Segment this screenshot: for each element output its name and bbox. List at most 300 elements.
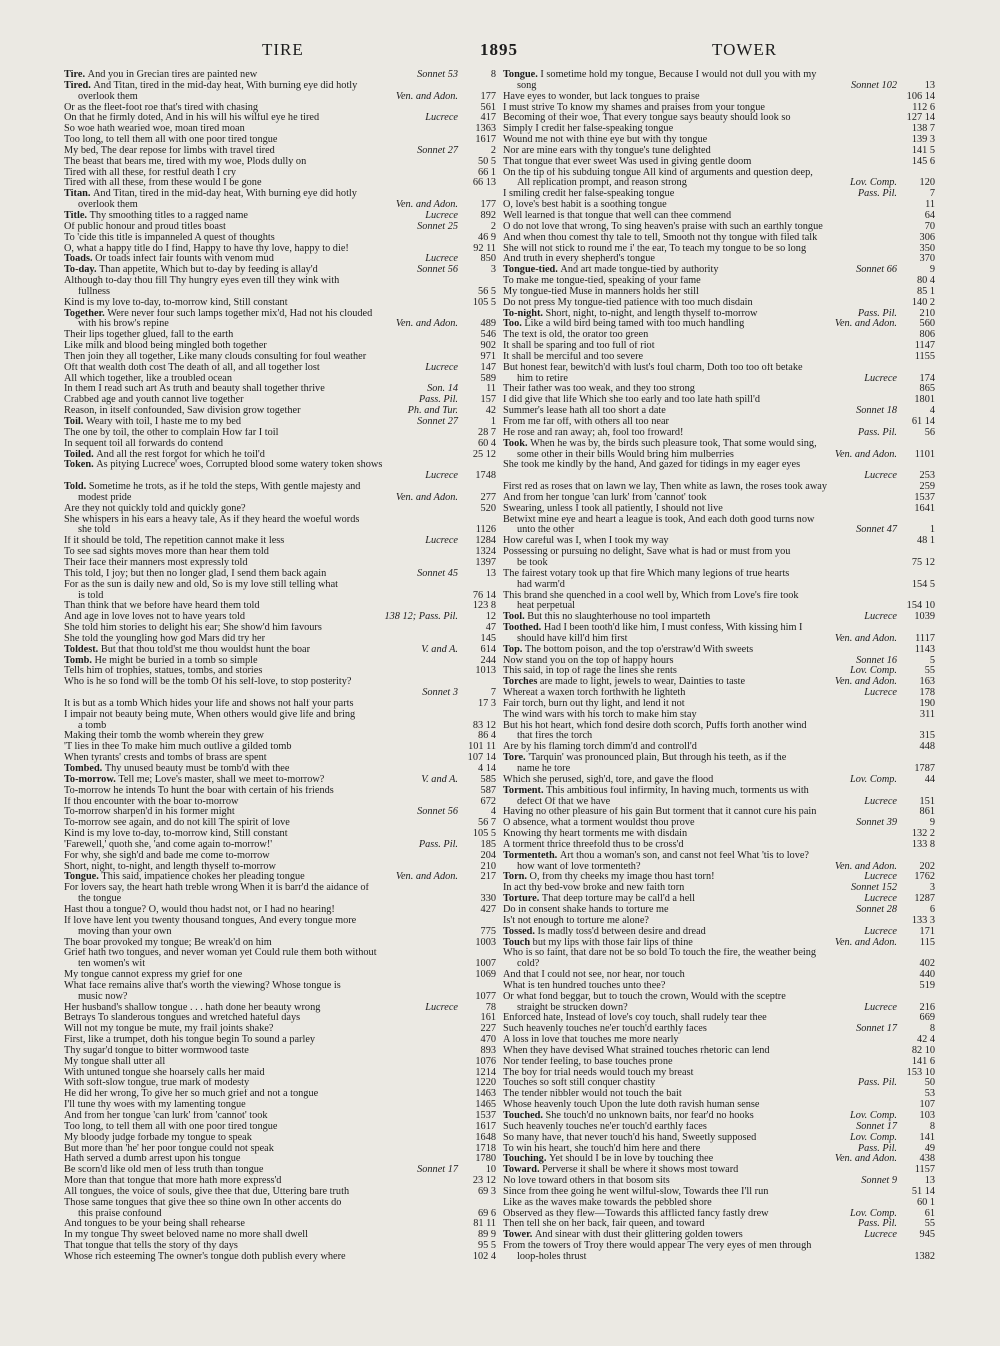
- quotation-text: Tired with all these, from these would I be gone: [64, 178, 262, 189]
- quotation-line: [64, 645, 496, 656]
- quotation-line: [64, 938, 496, 949]
- concordance-entry: [64, 450, 496, 461]
- quotation-line: [64, 113, 496, 124]
- quotation-line: [503, 731, 935, 742]
- quotation-line: [503, 525, 935, 536]
- quotation-line: [64, 222, 496, 233]
- quotation-line: [503, 504, 935, 515]
- source-work: Lucrece: [861, 1230, 897, 1241]
- quotation-line: [64, 1187, 496, 1198]
- header-last-word: TOWER: [712, 40, 778, 59]
- line-reference: 277: [480, 492, 496, 503]
- line-reference: 1284: [475, 536, 496, 547]
- quotation-text: Will not my tongue be mute, my frail joints shake?: [64, 1024, 274, 1035]
- source-work: Sonnet 17: [414, 1165, 458, 1176]
- quotation-text: Thy sugar'd tongue to bitter wormwood taste: [64, 1045, 249, 1056]
- quotation-text: To-morrow see again, and do not kill The spirit of love: [64, 818, 290, 829]
- quotation-text: This ambitious foul infirmity, In having much, torments us with: [546, 785, 809, 796]
- line-reference: 1718: [475, 1143, 496, 1154]
- headword: Tore.: [503, 753, 529, 764]
- line-reference: 1463: [475, 1089, 496, 1100]
- quotation-text: is told: [78, 590, 104, 601]
- source-work: Ven. and Adon.: [832, 677, 897, 688]
- quotation-line: [503, 417, 935, 428]
- quotation-text: Such heavenly touches ne'er touch'd earthly faces: [503, 1024, 707, 1035]
- quotation-text: are made to light, jewels to wear, Dainties to taste: [539, 677, 746, 688]
- line-reference: 141: [919, 1132, 935, 1143]
- quotation-line: [64, 1035, 496, 1046]
- quotation-text: moving than your own: [78, 926, 172, 937]
- quotation-text: Than think that we before have heard them told: [64, 601, 260, 612]
- line-reference: 775: [480, 926, 496, 937]
- line-reference: 311: [919, 709, 935, 720]
- quotation-text: Whose heavenly touch Upon the lute doth ravish human sense: [503, 1100, 760, 1111]
- line-reference: 60 1: [916, 1197, 935, 1208]
- quotation-text: Weary with toil, I haste me to my bed: [85, 417, 241, 427]
- quotation-line: [64, 471, 496, 482]
- quotation-line: [64, 1122, 496, 1133]
- quotation-line: [64, 591, 496, 602]
- source-work: Lucrece: [861, 374, 897, 385]
- quotation-text: For lovers say, the heart hath treble wrong When it is barr'd the aidance of: [64, 883, 369, 894]
- quotation-line: [503, 352, 935, 363]
- quotation-line: [503, 1241, 935, 1252]
- quotation-line: [503, 1089, 935, 1100]
- line-reference: 9: [929, 265, 935, 276]
- quotation-line: [503, 309, 935, 320]
- line-reference: 120: [919, 178, 935, 189]
- quotation-text: Perverse it shall be where it shows most toward: [542, 1165, 739, 1176]
- source-work: Sonnet 9: [858, 1176, 897, 1187]
- line-reference: 945: [919, 1230, 935, 1241]
- quotation-text: Summer's lease hath all too short a date: [503, 406, 666, 417]
- source-work: Pass. Pil.: [855, 1144, 897, 1155]
- quotation-text: Like as the waves make towards the pebbled shore: [503, 1197, 712, 1208]
- source-work: Sonnet 18: [853, 406, 897, 417]
- quotation-text: All tongues, the voice of souls, give thee that due, Uttering bare truth: [64, 1186, 350, 1197]
- quotation-line: [64, 916, 496, 927]
- source-work: Ven. and Adon.: [393, 493, 458, 504]
- line-reference: 95 5: [477, 1241, 496, 1252]
- quotation-line: [503, 319, 935, 330]
- concordance-entry: [503, 1165, 935, 1230]
- line-reference: 893: [480, 1045, 496, 1056]
- quotation-text: be took: [517, 557, 548, 568]
- quotation-text: That deep torture may be call'd a hell: [541, 894, 696, 905]
- quotation-line: [503, 1176, 935, 1187]
- line-reference: 51 14: [911, 1186, 935, 1197]
- line-reference: 315: [919, 731, 935, 742]
- source-work: Pass. Pil.: [855, 428, 897, 439]
- quotation-text: But that thou told'st me thou wouldst hunt the boar: [100, 644, 311, 655]
- quotation-line: [64, 666, 496, 677]
- source-work: Lucrece: [861, 872, 897, 883]
- quotation-text: In my tongue Thy sweet beloved name no more shall dwell: [64, 1230, 309, 1241]
- quotation-line: [64, 525, 496, 536]
- quotation-text: Had I been tooth'd like him, I must confess, With kissing him I: [543, 623, 803, 634]
- quotation-text: My tongue shall utter all: [64, 1056, 166, 1067]
- line-reference: 892: [480, 210, 496, 221]
- quotation-line: [64, 840, 496, 851]
- line-reference: 140 2: [911, 297, 935, 308]
- quotation-line: [64, 103, 496, 114]
- concordance-entry: [64, 254, 496, 265]
- concordance-entry: [503, 894, 935, 927]
- quotation-line: [503, 1068, 935, 1079]
- quotation-text: And when thou comest thy tale to tell, Smooth not thy tongue with filed talk: [503, 232, 818, 243]
- headword: Torches: [503, 677, 540, 688]
- quotation-line: [64, 254, 496, 265]
- line-reference: 177: [480, 200, 496, 211]
- source-work: Lov. Comp.: [847, 775, 897, 786]
- quotation-line: [64, 677, 496, 688]
- concordance-entry: [503, 439, 935, 613]
- quotation-line: [503, 428, 935, 439]
- quotation-line: [64, 862, 496, 873]
- quotation-text: the tongue: [78, 894, 122, 905]
- source-work: Lucrece: [861, 797, 897, 808]
- quotation-line: [503, 515, 935, 526]
- concordance-entry: [64, 775, 496, 873]
- line-reference: 115: [919, 937, 935, 948]
- quotation-text: It shall be merciful and too severe: [503, 351, 644, 362]
- quotation-text: I'll tune thy woes with my lamenting tongue: [64, 1100, 246, 1111]
- concordance-entry: [503, 1111, 935, 1154]
- quotation-line: [64, 656, 496, 667]
- quotation-line: [503, 992, 935, 1003]
- line-reference: 1039: [914, 612, 935, 623]
- quotation-text: Short, night, to-night, and length thyself to-morrow: [64, 861, 276, 872]
- quotation-text: A loss in love that touches me more nearly: [503, 1035, 679, 1046]
- source-work: Pass. Pil.: [855, 1078, 897, 1089]
- quotation-text: O do not love that wrong, To sing heaven's praise with such an earthly tongue: [503, 221, 823, 232]
- quotation-text: Who is so faint, that dare not be so bold To touch the fire, the weather being: [503, 948, 817, 959]
- source-work: Lov. Comp.: [847, 178, 897, 189]
- source-work: Sonnet 28: [853, 905, 897, 916]
- quotation-line: [64, 905, 496, 916]
- quotation-line: [64, 515, 496, 526]
- quotation-line: [64, 569, 496, 580]
- source-work: V. and A.: [418, 645, 458, 656]
- quotation-text: She told him stories to delight his ear; She show'd him favours: [64, 623, 322, 634]
- quotation-line: [64, 1078, 496, 1089]
- quotation-text: But this no slaughterhouse no tool imparteth: [527, 612, 711, 623]
- headword: Tire.: [64, 70, 88, 80]
- quotation-line: [64, 883, 496, 894]
- quotation-text: Touches so soft still conquer chastity: [503, 1078, 656, 1089]
- quotation-line: [64, 959, 496, 970]
- quotation-text: Grief hath two tongues, and never woman yet Could rule them both without: [64, 948, 377, 959]
- line-reference: 1617: [475, 135, 496, 146]
- source-work: Lucrece: [861, 894, 897, 905]
- source-work: Lov. Comp.: [847, 666, 897, 677]
- quotation-line: [64, 319, 496, 330]
- line-reference: 1214: [475, 1067, 496, 1078]
- quotation-text: The boar provoked my tongue; Be wreak'd on him: [64, 937, 272, 948]
- quotation-text: First, like a trumpet, doth his tongue begin To sound a parley: [64, 1035, 316, 1046]
- line-reference: 4: [490, 807, 496, 818]
- source-work: Lucrece: [861, 471, 897, 482]
- quotation-text: And from her tongue 'can lurk' from 'cannot' took: [503, 492, 707, 503]
- quotation-text: That tongue that ever sweet Was used in giving gentle doom: [503, 156, 752, 167]
- line-reference: 2: [490, 221, 496, 232]
- headword: Tossed.: [503, 926, 538, 937]
- quotation-text: Since from thee going he went wilful-slow, Towards thee I'll run: [503, 1186, 769, 1197]
- quotation-line: [64, 168, 496, 179]
- quotation-line: [503, 178, 935, 189]
- source-work: Sonnet 16: [853, 656, 897, 667]
- line-reference: 253: [919, 471, 935, 482]
- quotation-line: [64, 699, 496, 710]
- line-reference: 204: [480, 850, 496, 861]
- headword: Token.: [64, 460, 97, 471]
- quotation-line: [64, 786, 496, 797]
- headword: Tongue.: [64, 872, 102, 883]
- source-work: Ven. and Adon.: [832, 1154, 897, 1165]
- line-reference: 42 4: [916, 1035, 935, 1046]
- quotation-line: [64, 81, 496, 92]
- quotation-line: [503, 818, 935, 829]
- line-reference: 12: [485, 612, 496, 623]
- quotation-line: [503, 601, 935, 612]
- line-reference: 1648: [475, 1132, 496, 1143]
- source-work: Sonnet 53: [414, 70, 458, 81]
- line-reference: 178: [919, 688, 935, 699]
- line-reference: 105 5: [472, 829, 496, 840]
- quotation-text: modest pride: [78, 492, 132, 503]
- quotation-text: Too long, to tell them all with one poor tired tongue: [64, 135, 278, 146]
- quotation-text: Nor tender feeling, to base touches prone: [503, 1056, 673, 1067]
- quotation-text: Kind is my love to-day, to-morrow kind, Still constant: [64, 297, 288, 308]
- quotation-text: If love have lent you twenty thousand tongues, And every tongue more: [64, 915, 357, 926]
- line-reference: 672: [480, 796, 496, 807]
- quotation-line: [64, 764, 496, 775]
- headword: Torment.: [503, 785, 547, 796]
- quotation-text: Do not press My tongue-tied patience with too much disdain: [503, 297, 753, 308]
- quotation-line: [503, 384, 935, 395]
- quotation-line: [64, 330, 496, 341]
- quotation-text: Such heavenly touches ne'er touch'd earthly faces: [503, 1121, 707, 1132]
- line-reference: 174: [919, 373, 935, 384]
- line-reference: 587: [480, 785, 496, 796]
- quotation-text: Fair torch, burn out thy light, and lend it not: [503, 698, 685, 709]
- line-reference: 133 8: [911, 839, 935, 850]
- quotation-line: [503, 200, 935, 211]
- source-work: Sonnet 17: [853, 1122, 897, 1133]
- line-reference: 865: [919, 384, 935, 395]
- quotation-line: [64, 634, 496, 645]
- quotation-text: Their face their manners most expressly told: [64, 557, 248, 568]
- quotation-line: [64, 753, 496, 764]
- quotation-text: She touch'd no unknown baits, nor fear'd no hooks: [545, 1111, 754, 1121]
- quotation-text: From me far off, with others all too near: [503, 417, 669, 427]
- line-reference: 55: [924, 666, 935, 677]
- quotation-line: [64, 623, 496, 634]
- quotation-text: Than appetite, Which but to-day by feeding is allay'd: [99, 265, 318, 276]
- line-reference: 4 14: [477, 764, 496, 774]
- quotation-text: If thou encounter with the boar to-morrow: [64, 796, 239, 807]
- quotation-text: I did give that life Which she too early and too late hath spill'd: [503, 395, 761, 406]
- headword: Top.: [503, 644, 525, 655]
- quotation-text: Then join they all together, Like many clouds consulting for foul weather: [64, 351, 367, 362]
- source-work: Sonnet 45: [414, 569, 458, 580]
- quotation-text: Enforced hate, Instead of love's coy touch, shall rudely tear thee: [503, 1013, 767, 1024]
- quotation-line: [503, 959, 935, 970]
- line-reference: 80 4: [916, 276, 935, 287]
- source-work: Pass. Pil.: [416, 840, 458, 851]
- quotation-text: song: [517, 80, 537, 91]
- quotation-line: [503, 450, 935, 461]
- line-reference: 145: [480, 633, 496, 644]
- line-reference: 157: [480, 395, 496, 406]
- quotation-text: O, love's best habit is a soothing tongue: [503, 200, 667, 211]
- source-work: Ven. and Adon.: [832, 634, 897, 645]
- headword: Tired.: [64, 80, 94, 91]
- line-reference: 107: [919, 1100, 935, 1111]
- quotation-line: [64, 612, 496, 623]
- headword: Told.: [64, 482, 89, 493]
- quotation-text: And age in love loves not to have years told: [64, 612, 246, 623]
- headword: To-morrow.: [64, 774, 119, 785]
- quotation-line: [64, 807, 496, 818]
- quotation-line: [503, 786, 935, 797]
- line-reference: 42: [485, 406, 496, 417]
- quotation-line: [503, 916, 935, 927]
- quotation-line: [503, 1078, 935, 1089]
- source-work: Sonnet 66: [853, 265, 897, 276]
- source-work: Sonnet 102: [848, 81, 897, 92]
- headword: Toads.: [64, 254, 96, 265]
- source-work: Lucrece: [422, 536, 458, 547]
- line-reference: 112 6: [912, 102, 935, 113]
- quotation-text: And you in Grecian tires are painted new: [87, 70, 258, 80]
- headword: Torn.: [503, 872, 530, 883]
- line-reference: 105 5: [472, 297, 496, 308]
- line-reference: 1003: [475, 937, 496, 948]
- quotation-text: The bottom poison, and the top o'erstraw'd With sweets: [524, 644, 754, 655]
- quotation-line: [64, 1252, 496, 1263]
- quotation-line: [503, 536, 935, 547]
- quotation-line: [503, 970, 935, 981]
- line-reference: 489: [480, 319, 496, 330]
- source-work: Lucrece: [422, 1003, 458, 1014]
- quotation-text: Or toads infect fair founts with venom mud: [95, 254, 274, 265]
- source-work: Ven. and Adon.: [393, 200, 458, 211]
- source-work: Pass. Pil.: [416, 395, 458, 406]
- quotation-text: But honest fear, bewitch'd with lust's foul charm, Doth too too oft betake: [503, 362, 803, 373]
- quotation-text: ten women's wit: [78, 959, 146, 970]
- quotation-text: My tongue-tied Muse in manners holds her still: [503, 286, 699, 297]
- quotation-text: Betwixt mine eye and heart a league is took, And each doth good turns now: [503, 514, 815, 525]
- quotation-text: Or as the fleet-foot roe that's tired with chasing: [64, 102, 259, 113]
- line-reference: 185: [480, 839, 496, 850]
- quotation-text: Their father was too weak, and they too strong: [503, 384, 695, 395]
- line-reference: 28 7: [477, 427, 496, 438]
- line-reference: 13: [485, 568, 496, 579]
- quotation-text: The one by toil, the other to complain How far I toil: [64, 427, 279, 438]
- line-reference: 102 4: [472, 1251, 496, 1262]
- quotation-line: [503, 1165, 935, 1176]
- source-work: Ven. and Adon.: [393, 92, 458, 103]
- quotation-line: [503, 851, 935, 862]
- quotation-line: [64, 872, 496, 883]
- quotation-line: [64, 688, 496, 699]
- quotation-text: heat perpetual: [517, 601, 576, 612]
- quotation-text: This brand she quenched in a cool well by, Which from Love's fire took: [503, 590, 799, 601]
- quotation-text: For why, she sigh'd and bade me come to-morrow: [64, 850, 270, 861]
- quotation-line: [503, 721, 935, 732]
- quotation-text: To-morrow sharpen'd in his former might: [64, 807, 235, 818]
- line-reference: 138 7: [911, 124, 935, 135]
- quotation-line: [64, 92, 496, 103]
- headword: Touched.: [503, 1111, 546, 1121]
- quotation-text: straight be strucken down?: [517, 1002, 628, 1013]
- headword: Titan.: [64, 189, 93, 200]
- quotation-text: In act thy bed-vow broke and new faith torn: [503, 883, 685, 894]
- quotation-line: [503, 92, 935, 103]
- line-reference: 132 2: [911, 829, 935, 840]
- quotation-text: Is madly toss'd between desire and dread: [537, 926, 706, 937]
- quotation-line: [64, 1241, 496, 1252]
- concordance-entry: [503, 645, 935, 678]
- quotation-line: [64, 721, 496, 732]
- quotation-text: She took me kindly by the hand, And gazed for tidings in my eager eyes: [503, 460, 801, 471]
- quotation-line: [503, 81, 935, 92]
- quotation-line: [503, 797, 935, 808]
- quotation-text: Be scorn'd like old men of less truth than tongue: [64, 1165, 264, 1176]
- quotation-text: But more than 'he' her poor tongue could not speak: [64, 1143, 274, 1154]
- line-reference: 171: [919, 926, 935, 937]
- quotation-line: [503, 1230, 935, 1241]
- headword: Took.: [503, 438, 531, 449]
- quotation-line: [503, 862, 935, 873]
- quotation-line: [503, 1035, 935, 1046]
- quotation-text: For as the sun is daily new and old, So is my love still telling what: [64, 579, 338, 590]
- line-reference: 1143: [914, 644, 935, 655]
- line-reference: 669: [919, 1013, 935, 1024]
- quotation-text: Now stand you on the top of happy hours: [503, 655, 674, 666]
- headword: Tomb.: [64, 655, 95, 666]
- quotation-line: [503, 1024, 935, 1035]
- line-reference: 139 3: [911, 135, 935, 146]
- quotation-line: [503, 1209, 935, 1220]
- concordance-entry: [503, 786, 935, 851]
- quotation-line: [503, 265, 935, 276]
- line-reference: 153 10: [906, 1067, 935, 1078]
- quotation-line: [503, 634, 935, 645]
- quotation-line: [64, 1165, 496, 1176]
- line-reference: 11: [486, 384, 496, 395]
- quotation-text: Although to-day thou fill Thy hungry eyes even till they wink with: [64, 276, 340, 287]
- quotation-text: Betrays To slanderous tongues and wretched hateful days: [64, 1013, 301, 1024]
- source-work: Ven. and Adon.: [832, 319, 897, 330]
- quotation-line: [503, 406, 935, 417]
- quotation-text: Or what fond beggar, but to touch the crown, Would with the sceptre: [503, 991, 786, 1002]
- line-reference: 440: [919, 970, 935, 981]
- concordance-entry: [64, 309, 496, 417]
- quotation-line: [64, 1046, 496, 1057]
- quotation-line: [503, 374, 935, 385]
- quotation-text: To win his heart, she touch'd him here and there: [503, 1143, 701, 1154]
- quotation-text: Hast thou a tongue? O, would thou hadst not, or I had no hearing!: [64, 904, 335, 915]
- quotation-line: [503, 656, 935, 667]
- line-reference: 133 3: [911, 915, 935, 926]
- line-reference: 227: [480, 1024, 496, 1035]
- concordance-entry: [64, 189, 496, 211]
- quotation-line: [64, 1144, 496, 1155]
- line-reference: 163: [919, 677, 935, 688]
- quotation-line: [64, 731, 496, 742]
